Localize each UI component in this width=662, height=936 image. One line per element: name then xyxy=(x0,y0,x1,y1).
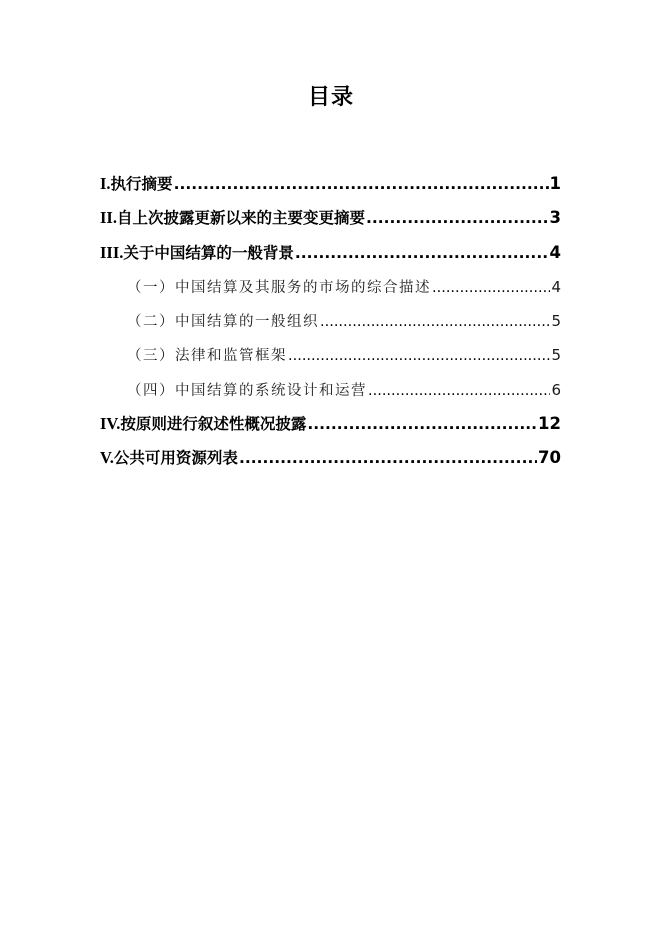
toc-entry-number: IV. xyxy=(100,414,121,434)
toc-page-number: 3 xyxy=(549,208,561,228)
table-of-contents xyxy=(100,169,561,478)
toc-dot-leader xyxy=(366,203,549,233)
toc-entry-number: V. xyxy=(100,448,114,468)
toc-entry-label: 按原则进行叙述性概况披露 xyxy=(120,415,307,434)
toc-entry-heading xyxy=(100,169,173,199)
toc-page-number: 12 xyxy=(538,414,561,434)
toc-subentry-system-design[interactable] xyxy=(100,375,561,409)
toc-entry-general-background[interactable] xyxy=(100,238,561,272)
toc-dot-leader xyxy=(368,376,550,406)
toc-dot-leader xyxy=(295,238,549,268)
toc-subentry-general-organization[interactable] xyxy=(100,306,561,340)
toc-dot-leader xyxy=(239,443,537,473)
toc-entry-label: （一）中国结算及其服务的市场的综合描述 xyxy=(127,279,431,296)
toc-subentry-market-description[interactable] xyxy=(100,272,561,306)
toc-dot-leader xyxy=(432,273,550,303)
toc-page-number: 4 xyxy=(549,242,561,262)
toc-dot-leader xyxy=(307,409,537,439)
toc-entry-label: （三）法律和监管框架 xyxy=(127,348,287,365)
toc-dot-leader xyxy=(320,307,550,337)
toc-entry-major-changes[interactable] xyxy=(100,203,561,237)
toc-entry-label: 自上次披露更新以来的主要变更摘要 xyxy=(116,209,365,228)
toc-page-number: 4 xyxy=(551,277,561,296)
toc-dot-leader xyxy=(288,341,550,371)
toc-page-number: 6 xyxy=(551,380,561,399)
toc-entry-public-resources[interactable] xyxy=(100,443,561,477)
toc-entry-heading xyxy=(100,443,238,473)
toc-page-number: 70 xyxy=(538,448,561,468)
toc-entry-executive-summary[interactable] xyxy=(100,169,561,203)
toc-entry-label: （二）中国结算的一般组织 xyxy=(127,314,319,331)
toc-page-number: 5 xyxy=(551,346,561,365)
toc-entry-heading xyxy=(100,203,365,233)
toc-entry-label: 执行摘要 xyxy=(110,175,173,193)
toc-entry-heading xyxy=(100,238,294,268)
toc-entry-number: II. xyxy=(100,208,117,228)
toc-entry-label: （四）中国结算的系统设计和运营 xyxy=(127,382,367,399)
toc-page-number: 1 xyxy=(549,174,561,193)
toc-entry-principle-disclosure[interactable] xyxy=(100,409,561,443)
toc-entry-label: 关于中国结算的一般背景 xyxy=(123,243,294,262)
toc-entry-label: 公共可用资源列表 xyxy=(113,449,238,468)
toc-entry-number: III. xyxy=(100,242,124,262)
toc-page-number: 5 xyxy=(551,312,561,331)
toc-entry-heading xyxy=(100,409,306,439)
toc-title: 目录 xyxy=(307,85,354,110)
toc-entry-number: I. xyxy=(100,174,111,193)
toc-subentry-legal-framework[interactable] xyxy=(100,340,561,374)
toc-dot-leader xyxy=(174,169,549,199)
